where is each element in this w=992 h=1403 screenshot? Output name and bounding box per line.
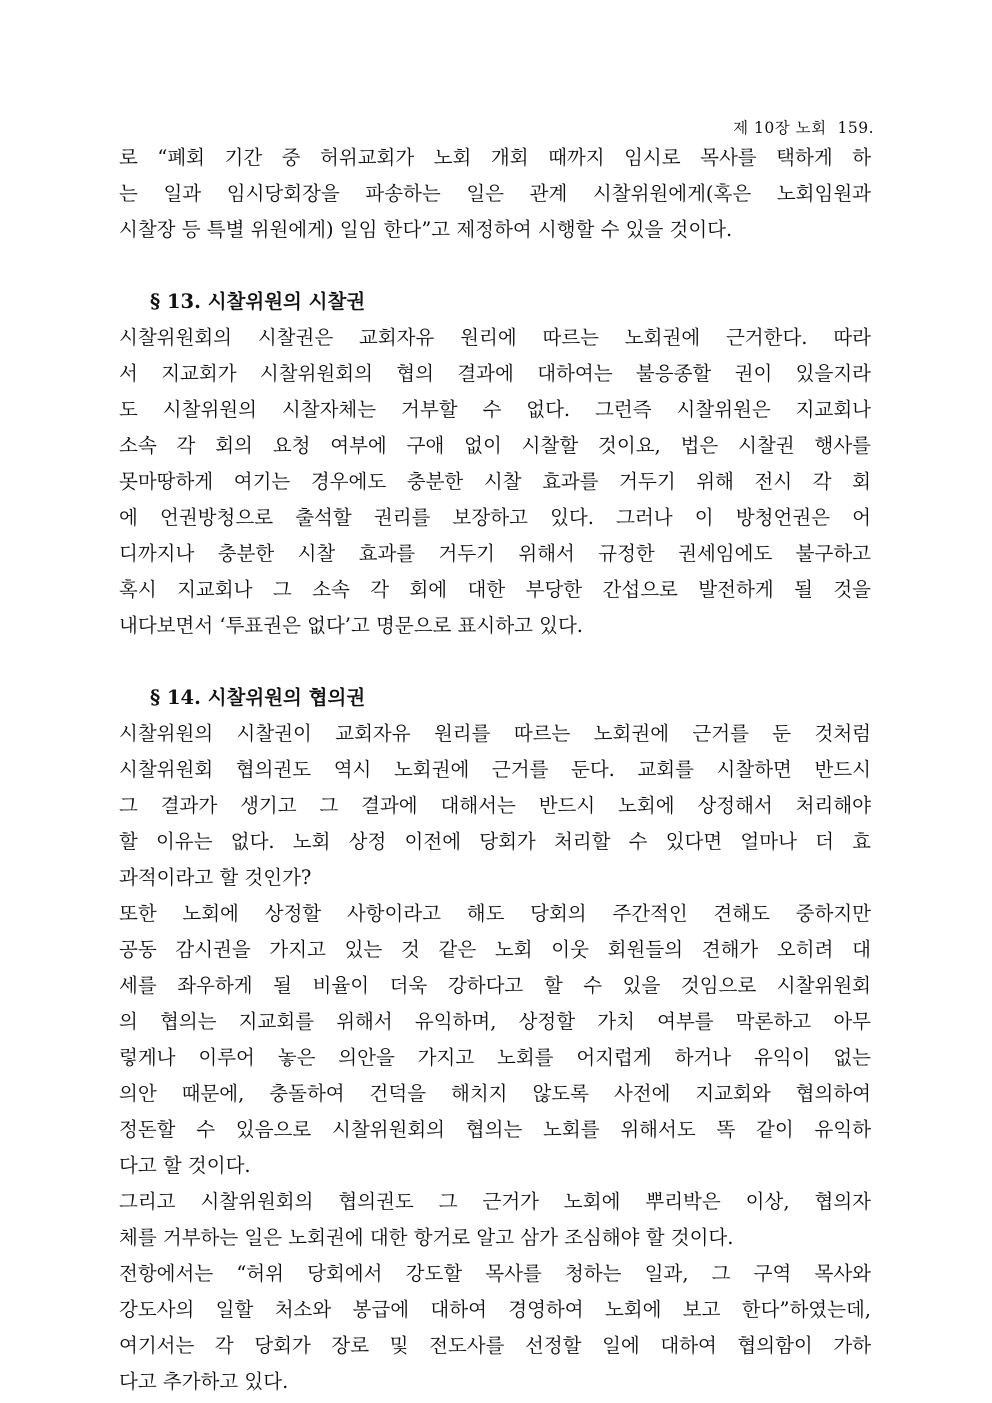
- text-line: 혹시 지교회나 그 소속 각 회에 대한 부당한 간섭으로 발전하게 될 것을: [119, 578, 871, 601]
- text-line: 시찰위원회의 시찰권은 교회자유 원리에 따르는 노회권에 근거한다. 따라: [119, 326, 871, 349]
- text-line: 공동 감시권을 가지고 있는 것 같은 노회 이웃 회원들의 견해가 오히려 대: [119, 938, 871, 961]
- text-line: 에 언권방청으로 출석할 권리를 보장하고 있다. 그러나 이 방청언권은 어: [119, 506, 871, 529]
- text-line: 전항에서는 “허위 당회에서 강도할 목사를 청하는 일과, 그 구역 목사와: [119, 1262, 871, 1285]
- text-line: 할 이유는 없다. 노회 상정 이전에 당회가 처리할 수 있다면 얼마나 더 효: [119, 830, 871, 853]
- section-heading-13: § 13. 시찰위원의 시찰권: [150, 290, 366, 313]
- text-line: 체를 거부하는 일은 노회권에 대한 항거로 알고 삼가 조심해야 할 것이다.: [119, 1226, 734, 1249]
- paragraph-gap: [119, 248, 871, 284]
- text-line: 과적이라고 할 것인가?: [119, 866, 312, 889]
- paragraph-gap: [119, 644, 871, 680]
- text-line: 못마땅하게 여기는 경우에도 충분한 시찰 효과를 거두기 위해 전시 각 회: [119, 470, 871, 493]
- text-line: 서 지교회가 시찰위원회의 협의 결과에 대하여는 불응종할 권이 있을지라: [119, 362, 871, 385]
- text-line: 여기서는 각 당회가 장로 및 전도사를 선정할 일에 대하여 협의함이 가하: [119, 1334, 871, 1357]
- text-line: 그 결과가 생기고 그 결과에 대해서는 반드시 노회에 상정해서 처리해야: [119, 794, 871, 817]
- text-line: 시찰위원회 협의권도 역시 노회권에 근거를 둔다. 교회를 시찰하면 반드시: [119, 758, 871, 781]
- text-line: 세를 좌우하게 될 비율이 더욱 강하다고 할 수 있을 것임으로 시찰위원회: [119, 974, 871, 997]
- text-line: 로 “폐회 기간 중 허위교회가 노회 개회 때까지 임시로 목사를 택하게 하: [119, 146, 871, 169]
- text-line: 그리고 시찰위원회의 협의권도 그 근거가 노회에 뿌리박은 이상, 협의자: [119, 1190, 871, 1213]
- text-line: 소속 각 회의 요청 여부에 구애 없이 시찰할 것이요, 법은 시찰권 행사를: [119, 434, 871, 457]
- text-line: 다고 추가하고 있다.: [119, 1370, 289, 1393]
- running-header: 제 10장 노회 159.: [733, 119, 874, 137]
- body-text: [119, 140, 871, 1400]
- text-line: 정돈할 수 있음으로 시찰위원회의 협의는 노회를 위해서도 똑 같이 유익하: [119, 1118, 871, 1141]
- text-line: 강도사의 일할 처소와 봉급에 대하여 경영하여 노회에 보고 한다”하였는데,: [119, 1298, 871, 1321]
- text-line: 의 협의는 지교회를 위해서 유익하며, 상정할 가치 여부를 막론하고 아무: [119, 1010, 871, 1033]
- text-line: 다고 할 것이다.: [119, 1154, 251, 1177]
- text-line: 시찰장 등 특별 위원에게) 일임 한다”고 제정하여 시행할 수 있을 것이다.: [119, 218, 733, 241]
- text-line: 의안 때문에, 충돌하여 건덕을 해치지 않도록 사전에 지교회와 협의하여: [119, 1082, 871, 1105]
- text-line: 내다보면서 ‘투표권은 없다’고 명문으로 표시하고 있다.: [119, 614, 584, 637]
- text-line: 는 일과 임시당회장을 파송하는 일은 관계 시찰위원에게(혹은 노회임원과: [119, 182, 871, 205]
- text-line: 디까지나 충분한 시찰 효과를 거두기 위해서 규정한 권세임에도 불구하고: [119, 542, 871, 565]
- text-line: 도 시찰위원의 시찰자체는 거부할 수 없다. 그런즉 시찰위원은 지교회나: [119, 398, 871, 421]
- text-line: 시찰위원의 시찰권이 교회자유 원리를 따르는 노회권에 근거를 둔 것처럼: [119, 722, 871, 745]
- section-heading-14: § 14. 시찰위원의 협의권: [150, 686, 366, 709]
- text-line: 또한 노회에 상정할 사항이라고 해도 당회의 주간적인 견해도 중하지만: [119, 902, 871, 925]
- text-line: 렇게나 이루어 놓은 의안을 가지고 노회를 어지럽게 하거나 유익이 없는: [119, 1046, 871, 1069]
